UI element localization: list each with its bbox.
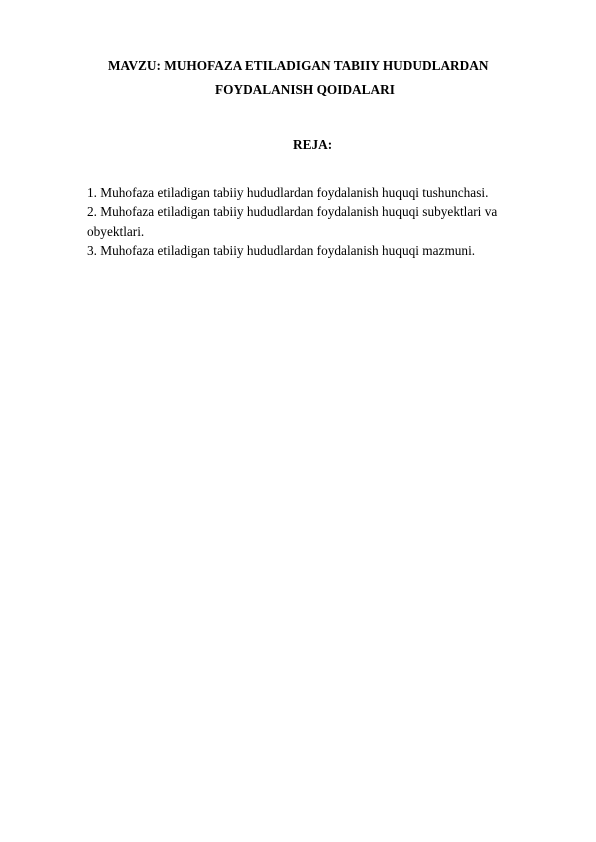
document-title-line-1: MAVZU: MUHOFAZA ETILADIGAN TABIIY HUDUDLARDAN <box>108 58 489 73</box>
document-title-line-2: FOYDALANISH QOIDALARI <box>215 82 395 97</box>
plan-list <box>87 183 527 261</box>
plan-heading: REJA: <box>293 137 333 152</box>
plan-item-1: 1. Muhofaza etiladigan tabiiy hududlardan foydalanish huquqi tushunchasi. <box>87 185 489 200</box>
plan-item-2: 2. Muhofaza etiladigan tabiiy hududlardan foydalanish huquqi subyektlari va obyektlari. <box>87 204 498 239</box>
plan-item-3: 3. Muhofaza etiladigan tabiiy hududlardan foydalanish huquqi mazmuni. <box>87 243 476 259</box>
